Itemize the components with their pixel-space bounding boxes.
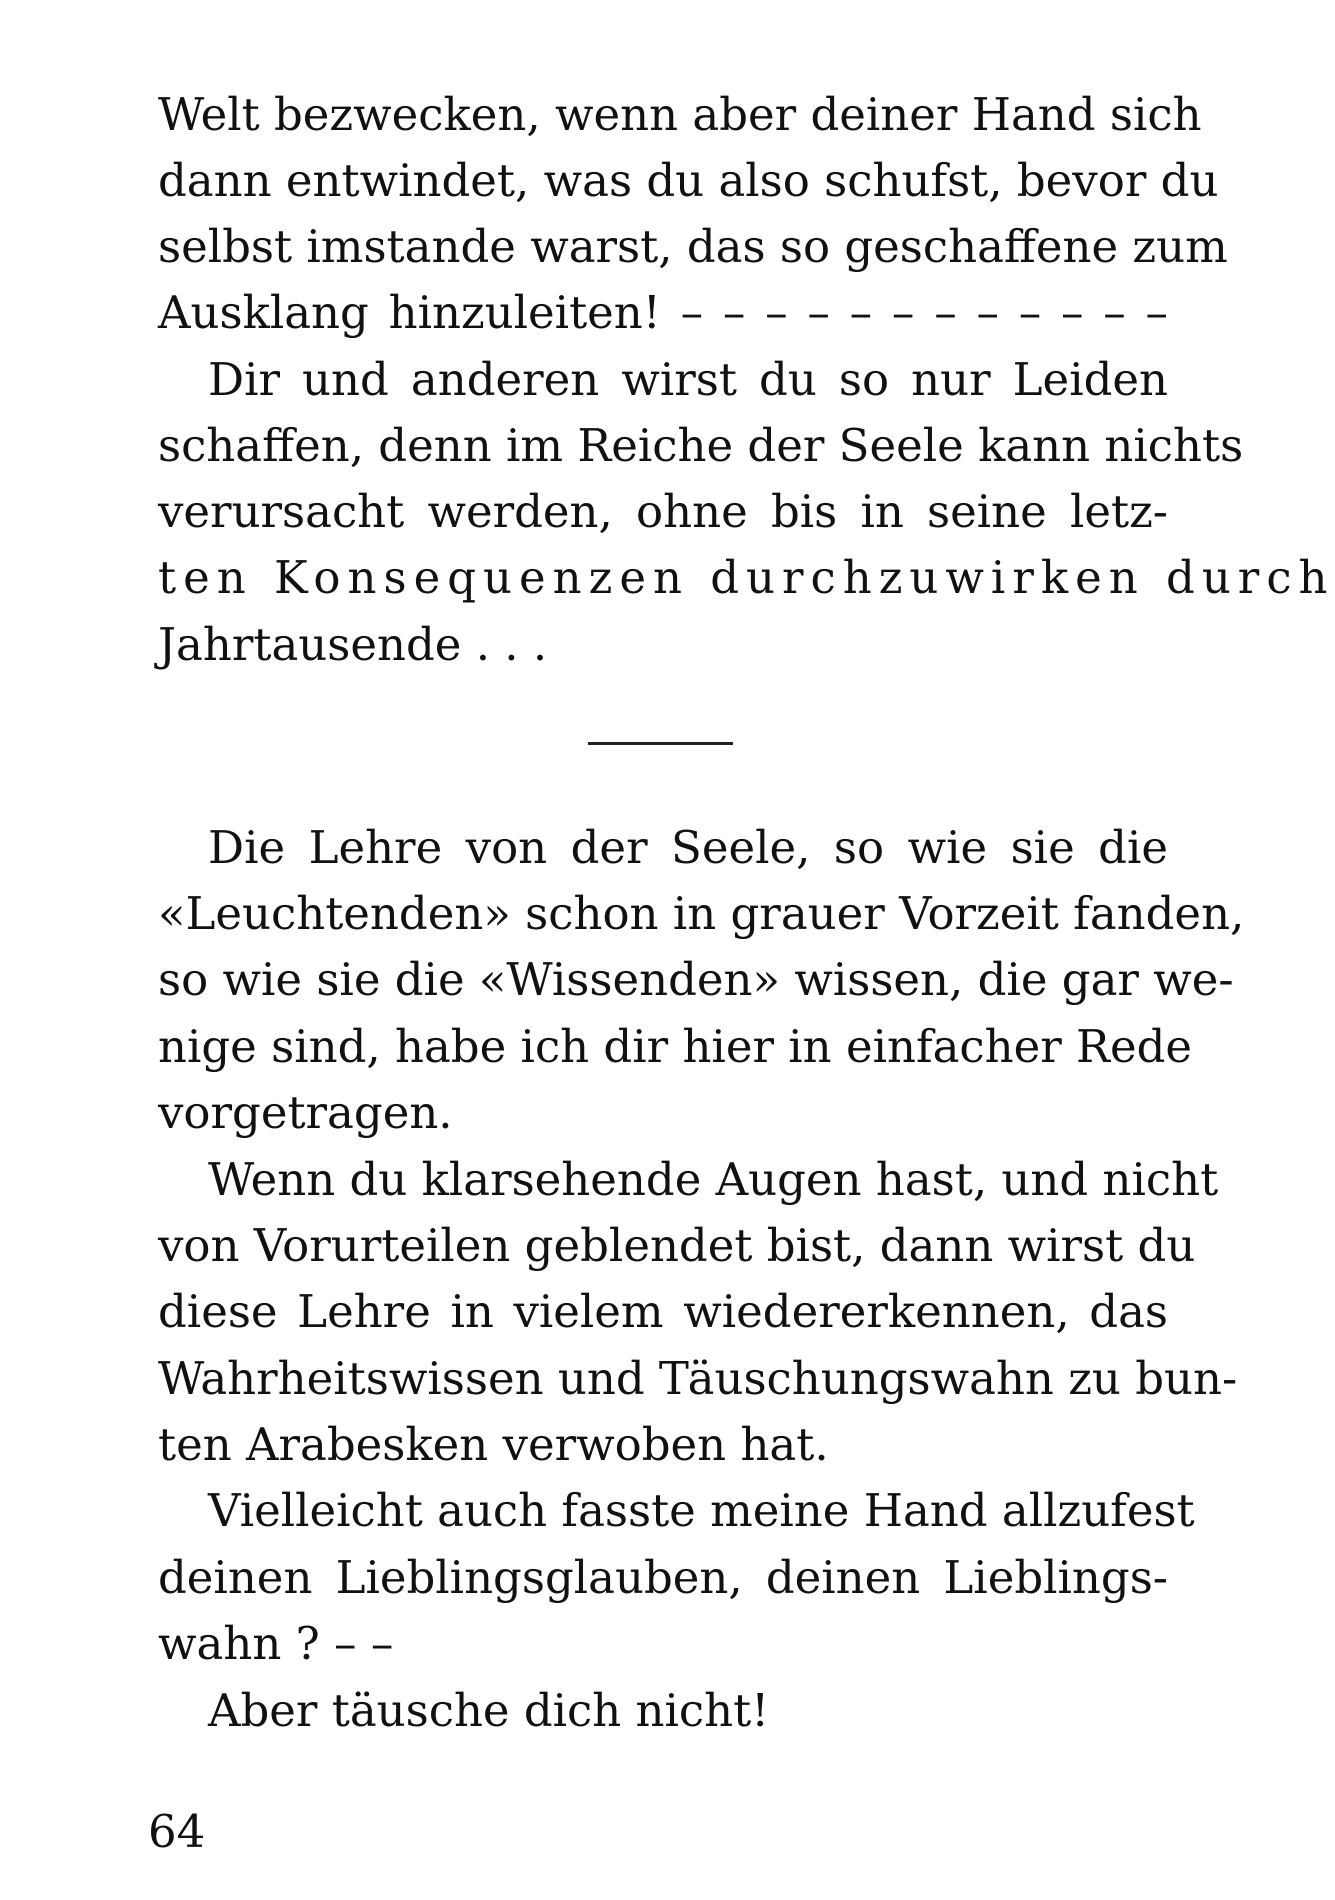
text-line: deinen Lieblingsglauben, deinen Lieblings- <box>158 1551 1168 1604</box>
text-line: verursacht werden, ohne bis in seine letz- <box>158 485 1168 538</box>
paragraph-first-line: Die Lehre von der Seele, so wie sie die <box>208 821 1168 874</box>
paragraph-first-line: Aber täusche dich nicht! <box>208 1684 770 1737</box>
paragraph-first-line: Wenn du klarsehende Augen hast, und nicht <box>208 1153 1219 1206</box>
text-line: Wahrheitswissen und Täuschungswahn zu bun- <box>158 1352 1238 1405</box>
text-line: ten Konsequenzen durchzuwirken durch <box>158 551 1335 604</box>
text-line: Jahrtausende . . . <box>158 618 548 671</box>
section-divider <box>588 742 733 745</box>
text-line: selbst imstande warst, das so geschaffene zum <box>158 220 1228 273</box>
text-line: von Vorurteilen geblendet bist, dann wirst du <box>158 1219 1196 1272</box>
text-line: nige sind, habe ich dir hier in einfacher Rede <box>158 1020 1193 1073</box>
page-number: 64 <box>148 1805 206 1858</box>
text-line: «Leuchtenden» schon in grauer Vorzeit fanden, <box>158 887 1245 940</box>
text-line: vorgetragen. <box>158 1086 453 1139</box>
text-line: so wie sie die «Wissenden» wissen, die gar we- <box>158 953 1234 1006</box>
text-line: wahn ? – – <box>158 1617 394 1670</box>
paragraph-first-line: Vielleicht auch fasste meine Hand allzufest <box>208 1484 1195 1537</box>
text-line: ten Arabesken verwoben hat. <box>158 1418 829 1471</box>
text-line: schaffen, denn im Reiche der Seele kann nichts <box>158 419 1244 472</box>
text-line: diese Lehre in vielem wiedererkennen, das <box>158 1285 1168 1338</box>
text-line: Welt bezwecken, wenn aber deiner Hand sich <box>158 88 1202 141</box>
text-line: dann entwindet, was du also schufst, bevor du <box>158 154 1219 207</box>
text-line: Ausklang hinzuleiten! – – – – – – – – – – – – <box>158 286 1168 339</box>
paragraph-first-line: Dir und anderen wirst du so nur Leiden <box>208 353 1168 406</box>
